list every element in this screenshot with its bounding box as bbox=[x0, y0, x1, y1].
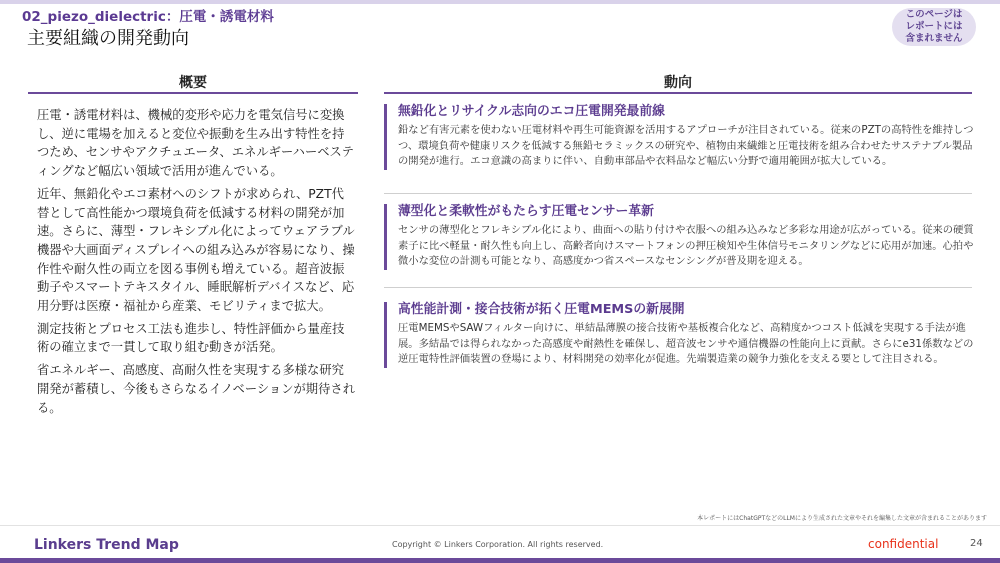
linkers-logo: Linkers Trend Map bbox=[34, 537, 179, 553]
trend-item bbox=[384, 104, 980, 170]
overview-paragraph: 省エネルギー、高感度、高耐久性を実現する多様な研究開発が蓄積し、今後もさらなるイノベーションが期待される。 bbox=[37, 363, 355, 415]
trend-divider bbox=[384, 287, 972, 288]
llm-disclaimer: 本レポートにはChatGPTなどのLLMにより生成された文章やそれを編集した文章が含まれることがあります bbox=[697, 515, 987, 522]
trend-item bbox=[384, 302, 980, 368]
footer-accent-bar bbox=[0, 558, 1000, 563]
notice-line: 含まれません bbox=[905, 33, 963, 44]
trend-title: 無鉛化とリサイクル志向のエコ圧電開発最前線 bbox=[398, 104, 665, 119]
not-in-report-badge bbox=[892, 8, 976, 46]
section-subtitle: 02_piezo_dielectric：圧電・誘電材料 bbox=[22, 9, 274, 25]
notice-line: このページは bbox=[905, 9, 963, 20]
trend-item bbox=[384, 204, 980, 270]
overview-paragraph: 圧電・誘電材料は、機械的変形や応力を電気信号に変換し、逆に電場を加えると変位や振動を生み出す特性を持つため、センサやアクチュエータ、エネルギーハーベスティングなど幅広い領域で活用が進んでいる。 bbox=[37, 108, 354, 179]
footer-divider bbox=[0, 525, 1000, 526]
overview-paragraph: 近年、無鉛化やエコ素材へのシフトが求められ、PZT代替として高性能かつ環境負荷を低減する材料の開発が加速。さらに、薄型・フレキシブル化によってウェアラブル機器や大画面ディスプレイへの組み込みが容易になり、操作性や耐久性の両立を図る事例も増えている。超音波振動子やスマートテキスタイル、睡眠解析デバイスなど、応用分野は医療・福祉から産業、モビリティまで拡大。 bbox=[37, 186, 355, 314]
trend-title: 高性能計測・接合技術が拓く圧電MEMSの新展開 bbox=[398, 302, 685, 317]
trend-body: 圧電MEMSやSAWフィルター向けに、単結晶薄膜の接合技術や基板複合化など、高精度かつコスト低減を実現する手法が進展。多結晶では得られなかった高感度や耐熱性を確保し、超音波センサや通信機器の性能向上に貢献。さらにe31係数などの逆圧電特性評価装置の登場により、材料開発の効率化が促進。先端製造業の競争力強化を支える要として注目される。 bbox=[398, 322, 974, 366]
page-title: 主要組織の開発動向 bbox=[27, 28, 189, 49]
copyright-text: Copyright © Linkers Corporation. All rights reserved. bbox=[392, 540, 604, 549]
overview-text bbox=[37, 106, 355, 421]
trends-heading: 動向 bbox=[384, 72, 972, 94]
trend-body: 鉛など有害元素を使わない圧電材料や再生可能資源を活用するアプローチが注目されている。従来のPZTの高特性を維持しつつ、環境負荷や健康リスクを低減する無鉛セラミックスの研究や、植物由来繊維と圧電技術を組み合わせたサステナブル製品の開発が進行。エコ意識の高まりに伴い、自動車部品や衣料品など幅広い分野で適用範囲が拡大している。 bbox=[398, 124, 974, 168]
trend-body: センサの薄型化とフレキシブル化により、曲面への貼り付けや衣服への組み込みなど多彩な用途が広がっている。従来の硬質素子に比べ軽量・耐久性も向上し、高齢者向けスマートフォンの押圧検知や生体信号モニタリングなどに応用が加速。心拍や微小な変位の計測も可能となり、高感度かつ省スペースなセンシングが普及期を迎える。 bbox=[398, 224, 974, 268]
notice-line: レポートには bbox=[905, 21, 963, 32]
trend-divider bbox=[384, 193, 972, 194]
page-number: 24 bbox=[970, 538, 983, 549]
trend-title: 薄型化と柔軟性がもたらす圧電センサー革新 bbox=[398, 204, 654, 219]
confidential-label: confidential bbox=[868, 537, 939, 551]
overview-paragraph: 測定技術とプロセス工法も進歩し、特性評価から量産技術の確立まで一貫して取り組む動きが活発。 bbox=[37, 321, 345, 355]
top-accent-bar bbox=[0, 0, 1000, 4]
overview-heading: 概要 bbox=[28, 72, 358, 94]
